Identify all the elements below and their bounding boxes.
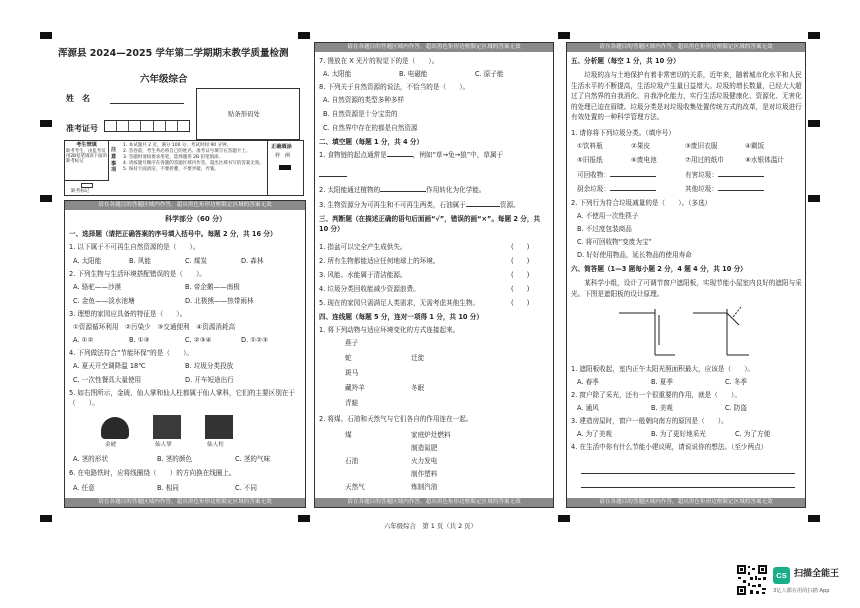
image-caption: 金琥 <box>105 442 117 448</box>
answer-line[interactable] <box>581 473 795 474</box>
fuel-item[interactable]: 煤 <box>345 431 352 439</box>
sunshade-diagram <box>615 305 755 359</box>
waste-item: ④剩饭 <box>745 142 765 150</box>
option: B. 美观 <box>651 404 673 412</box>
barcode-label: 贴条形码处 <box>228 110 260 118</box>
exam-fill-cell <box>65 141 109 181</box>
judgement-item: 4. 垃圾分类回收能减少资源浪费。 <box>319 285 420 293</box>
option: A. 自然资源的类型多种多样 <box>323 96 405 104</box>
warning-strip: 请在各题目的答题区域内作答，超出黑色矩形边框限定区域的答案无效 <box>65 498 305 507</box>
option: C. 一次性餐具大量使用 <box>73 376 142 384</box>
option: B. 垃圾分类投放 <box>185 362 234 370</box>
warning-strip: 请在各题目的答题区域内作答，超出黑色矩形边框限定区域的答案无效 <box>65 201 305 210</box>
prickly-pear-cactus-image <box>153 415 181 439</box>
option: C. 防盗 <box>725 404 747 412</box>
camscanner-slogan: 3亿人都在用的扫描 App <box>773 588 830 594</box>
image-caption: 仙人柱 <box>207 442 224 448</box>
option: A. 为了美观 <box>577 430 612 438</box>
animal-item[interactable]: 燕子 <box>345 339 359 347</box>
answer-line[interactable] <box>581 487 795 488</box>
exam-fill-title: 考生禁填 <box>76 142 97 148</box>
judgement-item: 5. 现在的家园只需满足人类需求，无需考虑其他生物。 <box>319 299 480 307</box>
exam-subtitle: 六年级综合 <box>140 74 188 85</box>
science-title: 科学部分（60 分） <box>165 215 227 223</box>
registration-mark <box>808 195 820 202</box>
option: D. 好好使用物品，延长物品的使用寿命 <box>577 251 692 259</box>
judgement-item: 1. 指盆可以完全产生成供失。 <box>319 243 407 251</box>
waste-item: ③废旧衣服 <box>685 142 718 150</box>
answer-bracket[interactable]: ( ) <box>511 285 530 293</box>
judgement-item: 3. 风能、水能属于清洁能源。 <box>319 271 407 279</box>
question-2: 2. 下列生物与生活环境搭配错误的是（ ）。 <box>69 270 206 278</box>
question-8: 8. 下列关于自然资源的说法，不恰当的是（ ）。 <box>319 83 470 91</box>
page-number: 六年级综合 第 1 页（共 2 页） <box>384 522 477 530</box>
sample-filled-mark <box>279 165 291 170</box>
waste-item: ⑦用过的纸巾 <box>685 156 724 164</box>
shade-passage: 某科学小组，设计了可调节窗户遮阳板，实现节能小屋室内良好的遮阳与采光。下图是遮阳板的设计原理。 <box>571 279 802 298</box>
option: C. 原子能 <box>475 70 504 78</box>
use-item[interactable]: 制造氮肥 <box>411 444 438 452</box>
short-answer-q2: 2. 窗户除了采光，还有一个很重要的作用，就是（ ）。 <box>571 391 741 399</box>
waste-item: ⑥废电池 <box>631 156 657 164</box>
matching-1: 1. 将下列动物与适应环境变化的方式连接起来。 <box>319 326 460 334</box>
camscanner-brand: 扫描全能王 <box>794 569 840 579</box>
warning-strip: 请在各题目的答题区域内作答，超出黑色矩形边框限定区域的答案无效 <box>315 43 553 52</box>
adaptation-item[interactable]: 迁徙 <box>411 354 425 362</box>
sample-title: 正确填涂 <box>271 144 292 150</box>
question-1: 1. 以下属于不可再生自然资源的是（ ）。 <box>69 243 200 251</box>
use-item[interactable]: 火力发电 <box>411 457 438 465</box>
judgement-item: 2. 所有生物都能适应任何地球上的环境。 <box>319 257 440 265</box>
use-item[interactable]: 家庭炉灶燃料 <box>411 431 451 439</box>
section-1-title: 一、选择题（请把正确答案的序号填入括号中。每题 2 分，共 16 分） <box>69 230 277 238</box>
absent-mark-box[interactable] <box>81 183 93 188</box>
analysis-q2: 2. 下列行为符合垃圾减量的是（ ）。（多选） <box>571 199 712 207</box>
exam-title: 浑源县 2024—2025 学年第二学期期末教学质量检测 <box>58 48 289 59</box>
waste-item: ⑧水银体温计 <box>745 156 784 164</box>
registration-mark <box>808 515 820 522</box>
answer-bracket[interactable]: ( ) <box>511 299 530 307</box>
option: C. 煤炭 <box>185 257 207 265</box>
image-caption: 仙人掌 <box>155 442 172 448</box>
option: C. 自然界中存在的都是自然资源 <box>323 124 418 132</box>
section-4-title: 四、连线题（每题 5 分，连对一项得 1 分，共 10 分） <box>319 313 483 321</box>
short-answer-q3: 3. 建造房屋时，窗户一般朝向南方的原因是（ ）。 <box>571 417 728 425</box>
analysis-q1: 1. 请你将下列垃圾分类。（填序号） <box>571 129 675 137</box>
option: C. ②③④ <box>185 336 212 344</box>
option: B. 自然资源是十分宝贵的 <box>323 110 398 118</box>
registration-mark <box>40 515 52 522</box>
animal-item[interactable]: 藏羚羊 <box>345 384 365 392</box>
option: A. 任意 <box>73 484 95 492</box>
absent-label: 缺考标记 <box>71 189 90 194</box>
name-field[interactable] <box>110 102 184 104</box>
section-2-title: 二、填空题（每题 1 分，共 4 分） <box>319 138 424 146</box>
question-7: 7. 馒放在 X 光片的视觉下的是（ ）。 <box>319 57 439 65</box>
camscanner-logo: CS <box>773 567 790 584</box>
notes-title: 注意事项 <box>111 147 117 174</box>
answer-bracket[interactable]: ( ) <box>511 243 530 251</box>
option: A. 不使用一次性筷子 <box>577 212 639 220</box>
fuel-item[interactable]: 石油 <box>345 457 359 465</box>
option: C. 将可回收物“变废为宝” <box>577 238 652 246</box>
fuel-item[interactable]: 天然气 <box>345 483 365 491</box>
question-4: 4. 下列做法符合“节能环保”的是（ ）。 <box>69 349 194 357</box>
name-label: 姓 名 <box>66 94 90 103</box>
option: C. 为了方便 <box>735 430 771 438</box>
option: C. 金鱼——淡水池塘 <box>73 297 135 305</box>
waste-item: ②果皮 <box>631 142 651 150</box>
option: D. 北极熊——热带雨林 <box>185 297 254 305</box>
fill-2: 2. 太阳能通过植物的 作用转化为化学能。 <box>319 186 486 194</box>
id-number-field[interactable] <box>104 120 190 132</box>
waste-item: ⑤旧报纸 <box>577 156 603 164</box>
option: C. 冬季 <box>725 378 747 386</box>
option: B. 茎的颜色 <box>157 455 193 463</box>
question-3: 3. 理想的家园应具备的特征是（ ）。 <box>69 310 187 318</box>
registration-mark <box>808 120 820 127</box>
option: A. 春季 <box>577 378 599 386</box>
answer-bracket[interactable]: ( ) <box>511 271 530 279</box>
registration-mark <box>558 32 570 39</box>
option: A. 夏天开空调降温 18℃ <box>73 362 146 370</box>
option: B. 为了更好地采光 <box>651 430 706 438</box>
column-cactus-image <box>205 415 233 439</box>
option: A. 骆驼——沙漠 <box>73 283 122 291</box>
adaptation-item[interactable]: 冬眠 <box>411 384 425 392</box>
warning-strip: 请在各题目的答题区域内作答，超出黑色矩形边框限定区域的答案无效 <box>567 43 805 52</box>
section-6-title: 六、简答题（1—3 题每小题 2 分，4 题 4 分，共 10 分） <box>571 265 747 273</box>
section-5-title: 五、分析题（每空 1 分，共 10 分） <box>571 57 680 65</box>
registration-mark <box>40 120 52 127</box>
exam-fill-text: 缺考考生，由监考员用2B铅笔填涂下面的缺考标记 <box>66 148 107 164</box>
category-row: 厨余垃圾： <box>577 185 656 193</box>
fill-1: 1. 食物链的起点通常是 ，例如“草→兔→狼”中，草属于 <box>319 151 504 159</box>
qr-code-icon <box>736 564 768 596</box>
option: B. 帝企鹅——南极 <box>185 283 240 291</box>
option: C. 不同 <box>235 484 257 492</box>
section-3-title: 三、判断题（在描述正确的语句后面画“√”，错误的画“×”。每题 2 分，共 10 分） <box>319 215 541 233</box>
use-item[interactable]: 制作塑料 <box>411 470 438 478</box>
sample-sub: 样 例 <box>275 153 291 159</box>
option: C. 茎的气味 <box>235 455 271 463</box>
category-row: 有害垃圾： <box>685 171 764 179</box>
question-5: 5. 如右图所示，金琥、仙人掌和仙人柱都属于仙人掌科，它们的主要区别在于（ ）。 <box>69 389 295 407</box>
warning-strip: 请在各题目的答题区域内作答，超出黑色矩形边框限定区域的答案无效 <box>567 498 805 507</box>
animal-item[interactable]: 青蛙 <box>345 399 359 407</box>
registration-mark <box>298 515 310 522</box>
option: D. 开车短途出行 <box>185 376 234 384</box>
question-3-statements: ①资源循环利用 ②污染少 ③交通便利 ④资源消耗高 <box>73 323 236 331</box>
option: A. 太阳能 <box>73 257 102 265</box>
option: A. 茎的形状 <box>73 455 108 463</box>
registration-mark <box>808 32 820 39</box>
option: B. 夏季 <box>651 378 673 386</box>
waste-item: ①饮料瓶 <box>577 142 603 150</box>
use-item[interactable]: 炼制汽油 <box>411 483 438 491</box>
animal-item[interactable]: 斑马 <box>345 369 359 377</box>
option: A. 太阳能 <box>323 70 352 78</box>
id-label: 准考证号 <box>66 124 98 133</box>
answer-column-3 <box>566 42 806 508</box>
option: A. 通风 <box>577 404 599 412</box>
option: D. ①②③ <box>241 336 269 344</box>
short-answer-q1: 1. 遮阳板收起，室内正午太阳光照面积最大，应该是（ ）。 <box>571 365 755 373</box>
option: B. 风能 <box>129 257 151 265</box>
notes-list: 1. 本试题共 2 页，满分 100 分，考试时间 90 分钟。 2. 答卷前，考生务必将自己的姓名、准考证号填写在答题卡上。 3. 答题时请按要求用笔，选择题用 2B 铅笔填涂。 4. 请按题号顺序在各题的答题区域内作答，超出区域书写的答案无效。 5. 保持卡面清洁，不要折叠，不要弄破、弄皱。 <box>123 143 264 172</box>
answer-column-2 <box>314 42 554 508</box>
option: D. 森林 <box>241 257 264 265</box>
analysis-passage: 垃圾的冻与土地保护有着非常密切的关系，近年来，随着城市化水平和人民生活水平的不断提高，生活垃圾产生量日益增大。垃圾的增长数量，已经大大超过了自然界的自我消化、自我净化能力，实行生活垃圾健康化、资源化、无害化的处理已迫在眉睫。垃圾分类是对垃圾收集处置传统方式的改革，是对垃圾进行有效处置的一种科学管理方法。 <box>571 71 802 122</box>
registration-mark <box>298 32 310 39</box>
golden-barrel-cactus-image <box>101 417 129 439</box>
option: B. ①③ <box>129 336 150 344</box>
registration-mark <box>558 515 570 522</box>
answer-column-1 <box>64 200 306 508</box>
registration-mark <box>40 195 52 202</box>
short-answer-q4: 4. 在生活中你有什么节能小建议呢，请说说你的想法。（至少两点） <box>571 443 768 451</box>
answer-bracket[interactable]: ( ) <box>511 257 530 265</box>
option: B. 不过度包装商品 <box>577 225 632 233</box>
animal-item[interactable]: 蛇 <box>345 354 352 362</box>
category-row: 其他垃圾： <box>685 185 764 193</box>
option: B. 相同 <box>157 484 179 492</box>
info-box <box>64 140 304 196</box>
question-6: 6. 在电路铁时，应将线圈绕（ ）的方向换在线圈上。 <box>69 469 236 477</box>
option: B. 电磁能 <box>399 70 428 78</box>
fill-3: 3. 生物资源分为可再生和不可再生两类，石油属于 资源。 <box>319 201 520 209</box>
option: A. ①② <box>73 336 94 344</box>
category-row: 可回收物： <box>577 171 656 179</box>
warning-strip: 请在各题目的答题区域内作答，超出黑色矩形边框限定区域的答案无效 <box>315 498 553 507</box>
blank-line[interactable] <box>319 171 347 177</box>
matching-2: 2. 将煤、石油和天然气与它们各自的作用连在一起。 <box>319 415 473 423</box>
registration-mark <box>40 32 52 39</box>
